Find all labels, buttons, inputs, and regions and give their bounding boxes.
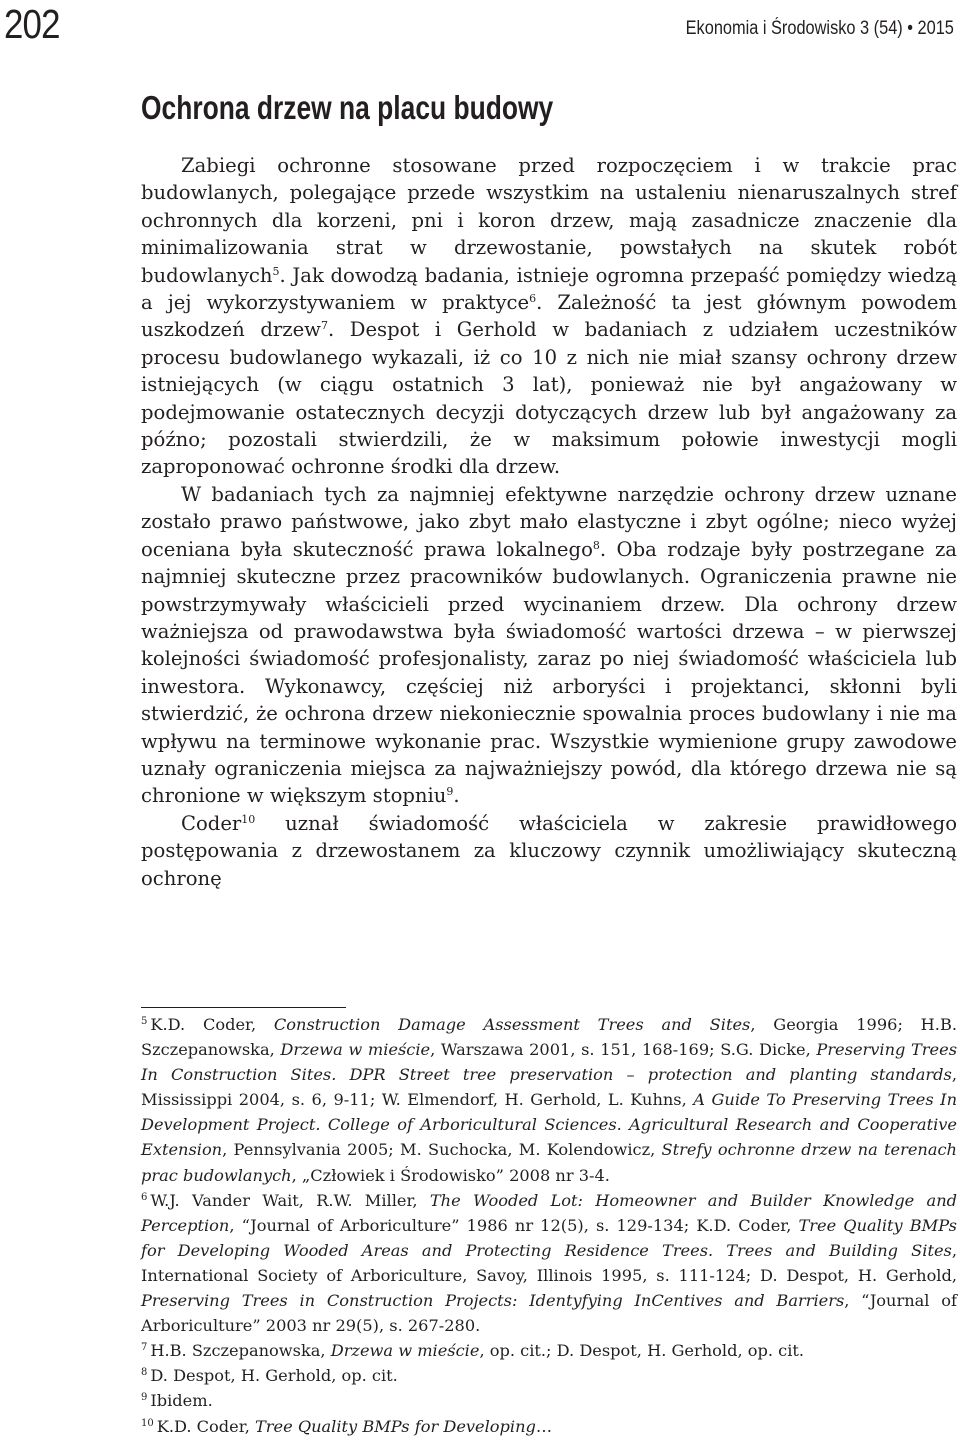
footnote-title: Preserving Trees in Construction Projects: Identyfying InCentives and Barriers <box>141 1291 845 1311</box>
footnote <box>141 1338 957 1363</box>
footnote-number: 8 <box>141 1367 148 1379</box>
footnote-text: , “Journal of Arboriculture” 1986 nr 12(5), s. 129-134; K.D. Coder, <box>229 1215 799 1235</box>
footnote-title: The Wooded Lot: Homeowner and Builder Knowledge and Perception <box>141 1190 957 1235</box>
footnote-text: , „Człowiek i Środowisko” 2008 nr 3-4. <box>291 1165 610 1185</box>
footnote <box>141 1012 957 1188</box>
footnote-text: K.D. Coder, <box>156 1416 255 1436</box>
footnote-text: K.D. Coder, <box>150 1015 274 1034</box>
footnote-reference: 7 <box>320 319 328 333</box>
footnote-title: Strefy ochronne drzew na terenach prac budowlanych <box>141 1140 957 1185</box>
footnote-number: 10 <box>141 1417 154 1429</box>
footnote-text: , Mississippi 2004, s. 6, 9-11; W. Elmendorf, H. Gerhold, L. Kuhns, <box>141 1065 957 1110</box>
footnote-reference: 9 <box>446 785 454 799</box>
footnote-title: Tree Quality BMPs for Developing Wooded Areas and Protecting Residence Trees. Trees and Building Sites <box>141 1215 957 1260</box>
body-text-run: . Oba rodzaje były postrzegane za najmniej skuteczne przez pracowników budowlanych. Ograniczenia prawne nie powstrzymywały właścicieli przed wycinaniem drzew. Dla ochrony drzew ważniejsza od prawodawstwa była świadomość wartości drzewa – w pierwszej kolejności świadomość profesjonalisty, zaraz po niej świadomość właściciela lub inwestora. Wykonawcy, częściej niż arboryści i projektanci, skłonni byli stwierdzić, że ochrona drzew niekoniecznie spowalnia proces budowlany i nie ma wpływu na terminowe wykonanie prac. Wszystkie wymienione grupy zawodowe uznały ograniczenia miejsca za najważniejszy powód, dla którego drzewa nie są chronione w większym stopniu <box>141 537 957 808</box>
footnote-title: Drzewa w mieście <box>280 1040 431 1060</box>
footnote-text: , International Society of Arboriculture, Savoy, Illinois 1995, s. 111-124; D. Despot, H. Gerhold, <box>141 1240 957 1285</box>
footnotes <box>141 1012 957 1439</box>
body-text-run: uznał świadomość właściciela w zakresie prawidłowego postępowania z drzewostanem za kluczowy czynnik umożliwiający skuteczną ochronę <box>141 811 957 890</box>
footnote-text: , Warszawa 2001, s. 151, 168-169; S.G. Dicke, <box>430 1040 817 1060</box>
footnote-text: H.B. Szczepanowska, <box>150 1341 331 1361</box>
footnote <box>141 1363 957 1388</box>
footnote-title: Preserving Trees In Construction Sites. DPR Street tree preservation – protection and planting standards <box>141 1040 958 1085</box>
footnote-text: , “Journal of Arboriculture” 2003 nr 29(5), s. 267-280. <box>141 1291 957 1336</box>
footnote <box>141 1414 957 1439</box>
footnote-text: , op. cit.; D. Despot, H. Gerhold, op. cit. <box>479 1341 805 1361</box>
footnote <box>141 1188 957 1339</box>
footnote-number: 6 <box>141 1191 148 1203</box>
footnote-title: A Guide To Preserving Trees In Development Project. College of Arboricultural Sciences. Agricultural Research and Cooperative Extension <box>141 1090 957 1160</box>
footnote-reference: 6 <box>529 292 537 306</box>
body-text-run: Zabiegi ochronne stosowane przed rozpoczęciem i w trakcie prac budowlanych, polegające przede wszystkim na ustaleniu nienaruszalnych stref ochronnych dla korzeni, pni i koron drzew, mają zasadnicze znaczenie dla minimalizowania strat w drzewostanie, powstałych na skutek robót budowlanych <box>141 154 957 287</box>
body-text-run: . <box>453 784 460 808</box>
footnote-number: 9 <box>141 1392 148 1404</box>
footnote-title: Construction Damage Assessment Trees and Sites <box>273 1015 751 1034</box>
footnote-number: 5 <box>141 1016 148 1027</box>
body-text <box>141 152 957 892</box>
footnote-title: Tree Quality BMPs for Developing <box>255 1416 536 1436</box>
body-paragraph <box>141 152 957 481</box>
footnote-text: … <box>535 1416 553 1436</box>
footnote-number: 7 <box>141 1342 148 1354</box>
body-text-run: . Zależność ta jest głównym powodem uszkodzeń drzew <box>141 291 957 342</box>
footnote-text: Ibidem. <box>150 1391 213 1411</box>
footnote-text: , Pennsylvania 2005; M. Suchocka, M. Kolendowicz, <box>222 1140 662 1160</box>
footnote-text: D. Despot, H. Gerhold, op. cit. <box>150 1366 398 1386</box>
section-title: Ochrona drzew na placu budowy <box>141 89 554 126</box>
footnote-divider <box>141 1007 346 1008</box>
body-text-run: Coder <box>181 811 242 835</box>
footnote-text: , Georgia 1996; H.B. Szczepanowska, <box>141 1015 957 1060</box>
body-paragraph <box>141 481 957 810</box>
footnote-reference: 8 <box>592 538 600 552</box>
body-paragraph <box>141 810 957 892</box>
body-text-run: . Despot i Gerhold w badaniach z udziałem uczestników procesu budowlanego wykazali, iż co 10 z nich nie miał szansy ochrony drzew istniejących (w ciągu ostatnich 3 lat), ponieważ nie był angażowany w podejmowanie ostatecznych decyzji dotyczących drzew lub był angażowany za późno; pozostali stwierdzili, że w maksimum połowie inwestycji mogli zaproponować ochronne środki dla drzew. <box>141 318 957 479</box>
page-number: 202 <box>4 1 60 47</box>
running-header-journal: Ekonomia i Środowisko 3 (54) • 2015 <box>685 18 954 39</box>
footnote-reference: 5 <box>272 264 280 278</box>
body-text-run: W badaniach tych za najmniej efektywne narzędzie ochrony drzew uznane zostało prawo państwowe, jako zbyt mało elastyczne i zbyt ogólne; nieco wyżej oceniana była skuteczność prawa lokalnego <box>141 482 957 561</box>
footnote <box>141 1388 957 1413</box>
footnote-reference: 10 <box>241 812 256 826</box>
body-text-run: . Jak dowodzą badania, istnieje ogromna przepaść pomiędzy wiedzą a jej wykorzystywaniem w praktyce <box>141 263 957 315</box>
footnote-text: W.J. Vander Wait, R.W. Miller, <box>150 1190 430 1210</box>
footnote-title: Drzewa w mieście <box>330 1341 480 1361</box>
